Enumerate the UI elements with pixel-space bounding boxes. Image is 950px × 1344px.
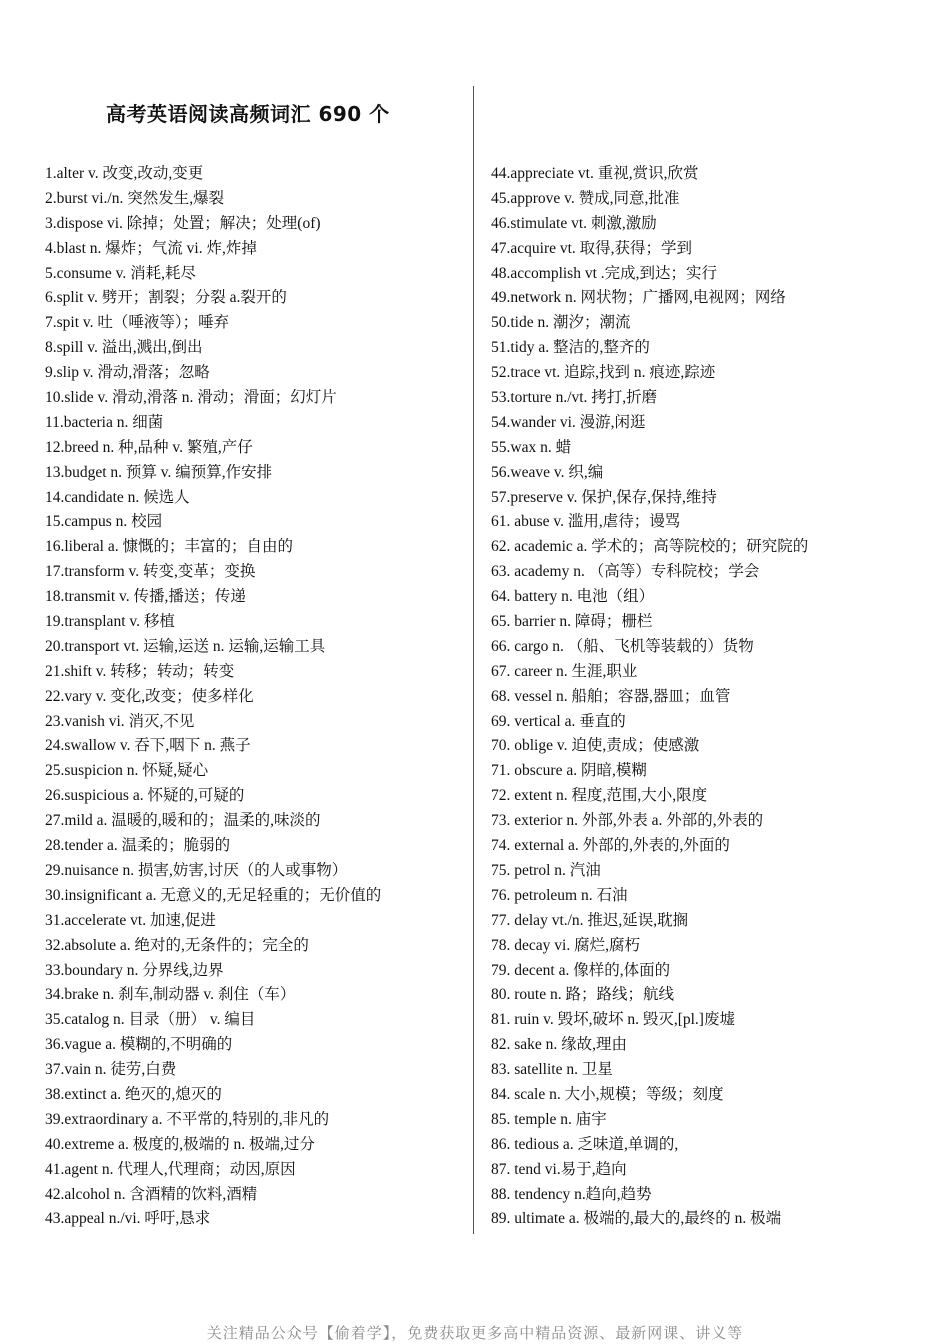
vocab-entry: 47.acquire vt. 取得,获得；学到 xyxy=(491,239,693,257)
vocab-entry: 39.extraordinary a. 不平常的,特别的,非凡的 xyxy=(45,1110,330,1128)
vocab-entry: 8.spill v. 溢出,溅出,倒出 xyxy=(45,339,203,357)
vocab-entry: 83. satellite n. 卫星 xyxy=(491,1061,613,1079)
vocab-entry: 2.burst vi./n. 突然发生,爆裂 xyxy=(45,189,225,207)
vocab-entry: 4.blast n. 爆炸；气流 vi. 炸,炸掉 xyxy=(45,239,257,257)
vocab-entry: 71. obscure a. 阴暗,模糊 xyxy=(491,762,647,780)
vocab-entry: 76. petroleum n. 石油 xyxy=(491,886,628,904)
vocab-entry: 29.nuisance n. 损害,妨害,讨厌（的人或事物） xyxy=(45,861,348,879)
vocab-entry: 41.agent n. 代理人,代理商；动因,原因 xyxy=(45,1160,296,1178)
vocab-entry: 50.tide n. 潮汐；潮流 xyxy=(491,314,631,332)
vocab-entry: 11.bacteria n. 细菌 xyxy=(45,413,164,431)
vocab-entry: 42.alcohol n. 含酒精的饮料,酒精 xyxy=(45,1185,258,1203)
vocab-entry: 89. ultimate a. 极端的,最大的,最终的 n. 极端 xyxy=(491,1210,782,1228)
vocab-entry: 22.vary v. 变化,改变；使多样化 xyxy=(45,687,254,705)
vocab-entry: 73. exterior n. 外部,外表 a. 外部的,外表的 xyxy=(491,812,764,830)
vocab-entry: 68. vessel n. 船舶；容器,器皿；血管 xyxy=(491,687,731,705)
vocab-entry: 14.candidate n. 候选人 xyxy=(45,488,190,506)
vocab-entry: 40.extreme a. 极度的,极端的 n. 极端,过分 xyxy=(45,1135,315,1153)
vocab-entry: 30.insignificant a. 无意义的,无足轻重的；无价值的 xyxy=(45,886,382,904)
vocab-entry: 5.consume v. 消耗,耗尽 xyxy=(45,264,196,282)
page-title: 高考英语阅读高频词汇 690 个 xyxy=(106,102,390,126)
vocab-entry: 15.campus n. 校园 xyxy=(45,513,163,531)
vocab-entry: 18.transmit v. 传播,播送；传递 xyxy=(45,588,246,606)
vocab-entry: 74. external a. 外部的,外表的,外面的 xyxy=(491,837,730,855)
vocab-entry: 70. oblige v. 迫使,责成；使感激 xyxy=(491,737,700,755)
vocab-entry: 64. battery n. 电池（组） xyxy=(491,588,655,606)
vocab-entry: 3.dispose vi. 除掉；处置；解决；处理(of) xyxy=(45,214,321,232)
vocab-entry: 28.tender a. 温柔的；脆弱的 xyxy=(45,837,231,855)
vocab-entry: 54.wander vi. 漫游,闲逛 xyxy=(491,413,646,431)
vocab-entry: 16.liberal a. 慷慨的；丰富的；自由的 xyxy=(45,538,293,556)
vocab-entry: 19.transplant v. 移植 xyxy=(45,613,175,631)
vocab-entry: 10.slide v. 滑动,滑落 n. 滑动；滑面；幻灯片 xyxy=(45,389,337,407)
vocab-entry: 31.accelerate vt. 加速,促进 xyxy=(45,911,216,929)
vocab-entry: 56.weave v. 织,编 xyxy=(491,463,604,481)
vocab-list-right xyxy=(491,162,941,1232)
vocab-entry: 44.appreciate vt. 重视,赏识,欣赏 xyxy=(491,165,699,182)
vocab-entry: 13.budget n. 预算 v. 编预算,作安排 xyxy=(45,463,273,481)
vocab-entry: 66. cargo n. （船、飞机等装载的）货物 xyxy=(491,637,754,655)
vocab-entry: 9.slip v. 滑动,滑落；忽略 xyxy=(45,364,210,382)
vocab-entry: 63. academy n. （高等）专科院校；学会 xyxy=(491,563,760,581)
vocab-entry: 36.vague a. 模糊的,不明确的 xyxy=(45,1036,233,1054)
vocab-entry: 61. abuse v. 滥用,虐待；谩骂 xyxy=(491,513,681,531)
vocab-entry: 86. tedious a. 乏味道,单调的, xyxy=(491,1135,679,1153)
vocab-entry: 62. academic a. 学术的；高等院校的；研究院的 xyxy=(491,538,809,556)
vocab-entry: 65. barrier n. 障碍；栅栏 xyxy=(491,613,653,631)
vocab-entry: 84. scale n. 大小,规模；等级；刻度 xyxy=(491,1085,724,1103)
vocab-entry: 27.mild a. 温暖的,暖和的；温柔的,味淡的 xyxy=(45,812,321,830)
vocab-entry: 46.stimulate vt. 刺激,激励 xyxy=(491,214,657,232)
vocab-entry: 79. decent a. 像样的,体面的 xyxy=(491,961,671,979)
vocab-entry: 49.network n. 网状物；广播网,电视网；网络 xyxy=(491,289,786,307)
vocab-entry: 26.suspicious a. 怀疑的,可疑的 xyxy=(45,787,245,805)
vocab-entry: 80. route n. 路；路线；航线 xyxy=(491,986,674,1004)
vocab-list-left xyxy=(45,162,465,1232)
vocab-entry: 20.transport vt. 运输,运送 n. 运输,运输工具 xyxy=(45,637,326,655)
vocab-entry: 78. decay vi. 腐烂,腐朽 xyxy=(491,936,640,954)
footer-promo-text: 关注精品公众号【偷着学】，免费获取更多高中精品资源、最新网课、讲义等 xyxy=(206,1324,744,1342)
vocab-entry: 85. temple n. 庙宇 xyxy=(491,1110,607,1128)
vocab-entry: 75. petrol n. 汽油 xyxy=(491,861,601,879)
vocab-entry: 21.shift v. 转移；转动；转变 xyxy=(45,662,235,680)
vocab-entry: 87. tend vi.易于,趋向 xyxy=(491,1160,627,1178)
vocab-entry: 6.split v. 劈开；割裂；分裂 a.裂开的 xyxy=(45,289,287,307)
vocab-entry: 77. delay vt./n. 推迟,延误,耽搁 xyxy=(491,911,689,929)
vocab-entry: 1.alter v. 改变,改动,变更 xyxy=(45,165,204,182)
vocab-entry: 38.extinct a. 绝灭的,熄灭的 xyxy=(45,1085,222,1103)
vocab-entry: 48.accomplish vt .完成,到达；实行 xyxy=(491,264,718,282)
vocab-entry: 88. tendency n.趋向,趋势 xyxy=(491,1185,652,1203)
vocab-entry: 33.boundary n. 分界线,边界 xyxy=(45,961,224,979)
vocab-entry: 82. sake n. 缘故,理由 xyxy=(491,1036,628,1054)
vocab-entry: 51.tidy a. 整洁的,整齐的 xyxy=(491,339,650,357)
vocab-entry: 25.suspicion n. 怀疑,疑心 xyxy=(45,762,209,780)
vocab-entry: 72. extent n. 程度,范围,大小,限度 xyxy=(491,787,708,805)
vocab-entry: 43.appeal n./vi. 呼吁,恳求 xyxy=(45,1210,211,1228)
vocab-entry: 23.vanish vi. 消灭,不见 xyxy=(45,712,195,730)
vocab-entry: 37.vain n. 徒劳,白费 xyxy=(45,1061,177,1079)
vocab-entry: 24.swallow v. 吞下,咽下 n. 燕子 xyxy=(45,737,251,755)
vocab-entry: 35.catalog n. 目录（册） v. 编目 xyxy=(45,1011,256,1029)
vocab-entry: 45.approve v. 赞成,同意,批准 xyxy=(491,189,680,207)
vocab-entry: 34.brake n. 刹车,制动器 v. 刹住（车） xyxy=(45,986,296,1004)
vocab-entry: 52.trace vt. 追踪,找到 n. 痕迹,踪迹 xyxy=(491,364,716,382)
vocab-entry: 32.absolute a. 绝对的,无条件的；完全的 xyxy=(45,936,309,954)
vocab-entry: 81. ruin v. 毁坏,破坏 n. 毁灭,[pl.]废墟 xyxy=(491,1011,735,1029)
vocab-entry: 7.spit v. 吐（唾液等）；唾弃 xyxy=(45,314,230,332)
vocab-entry: 55.wax n. 蜡 xyxy=(491,438,572,456)
vocab-entry: 57.preserve v. 保护,保存,保持,维持 xyxy=(491,488,717,506)
column-divider xyxy=(473,86,474,1234)
vocab-entry: 12.breed n. 种,品种 v. 繁殖,产仔 xyxy=(45,438,253,456)
vocab-entry: 69. vertical a. 垂直的 xyxy=(491,712,626,730)
vocab-entry: 53.torture n./vt. 拷打,折磨 xyxy=(491,389,658,407)
vocab-entry: 67. career n. 生涯,职业 xyxy=(491,662,638,680)
vocab-entry: 17.transform v. 转变,变革；变换 xyxy=(45,563,256,581)
